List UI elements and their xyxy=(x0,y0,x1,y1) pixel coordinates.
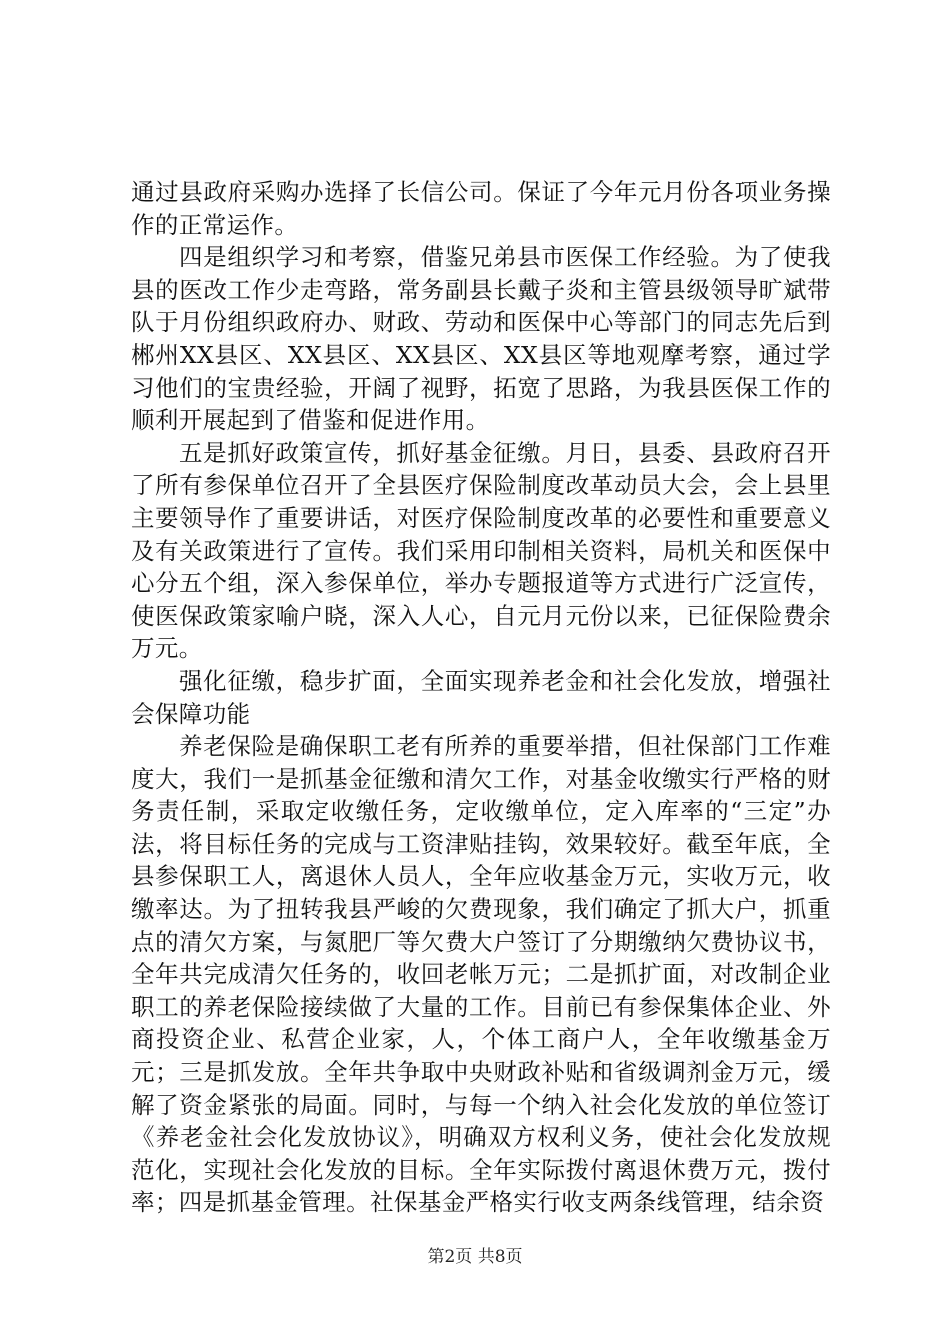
paragraph-continuation: 通过县政府采购办选择了长信公司。保证了今年元月份各项业务操作的正常运作。 xyxy=(131,178,831,239)
paragraph-pension-insurance: 养老保险是确保职工老有所养的重要举措，但社保部门工作难度大，我们一是抓基金征缴和清欠工作，对基金收缴实行严格的财务责任制，采取定收缴任务，定收缴单位，定入库率的“三定”办法，将目标任务的完成与工资津贴挂钩，效果较好。截至年底，全县参保职工人，离退休人员人，全年应收基金万元，实收万元，收缴率达。为了扭转我县严峻的欠费现象，我们确定了抓大户，抓重点的清欠方案，与氮肥厂等欠费大户签订了分期缴纳欠费协议书，全年共完成清欠任务的，收回老帐万元；二是抓扩面，对改制企业职工的养老保险接续做了大量的工作。目前已有参保集体企业、外商投资企业、私营企业家，人，个体工商户人，全年收缴基金万元；三是抓发放。全年共争取中央财政补贴和省级调剂金万元，缓解了资金紧张的局面。同时，与每一个纳入社会化发放的单位签订《养老金社会化发放协议》，明确双方权利义务，使社会化发放规范化，实现社会化发放的目标。全年实际拨付离退休费万元，拨付率；四是抓基金管理。社保基金严格实行收支两条线管理，结余资 xyxy=(131,732,831,1217)
page-number-footer: 第2页 共8页 xyxy=(427,1247,523,1267)
paragraph-study-tour: 四是组织学习和考察，借鉴兄弟县市医保工作经验。为了使我县的医改工作少走弯路，常务副县长戴子炎和主管县级领导旷斌带队于月份组织政府办、财政、劳动和医保中心等部门的同志先后到郴州XX县区、XX县区、XX县区、XX县区等地观摩考察，通过学习他们的宝贵经验，开阔了视野，拓宽了思路，为我县医保工作的顺利开展起到了借鉴和促进作用。 xyxy=(131,243,831,435)
paragraph-policy-publicity: 五是抓好政策宣传，抓好基金征缴。月日，县委、县政府召开了所有参保单位召开了全县医疗保险制度改革动员大会，会上县里主要领导作了重要讲话，对医疗保险制度改革的必要性和重要意义及有关政策进行了宣传。我们采用印制相关资料，局机关和医保中心分五个组，深入参保单位，举办专题报道等方式进行广泛宣传，使医保政策家喻户晓，深入人心，自元月元份以来，已征保险费余万元。 xyxy=(131,438,831,663)
section-heading-pension: 强化征缴，稳步扩面，全面实现养老金和社会化发放，增强社会保障功能 xyxy=(131,666,831,728)
document-body xyxy=(131,176,831,1219)
